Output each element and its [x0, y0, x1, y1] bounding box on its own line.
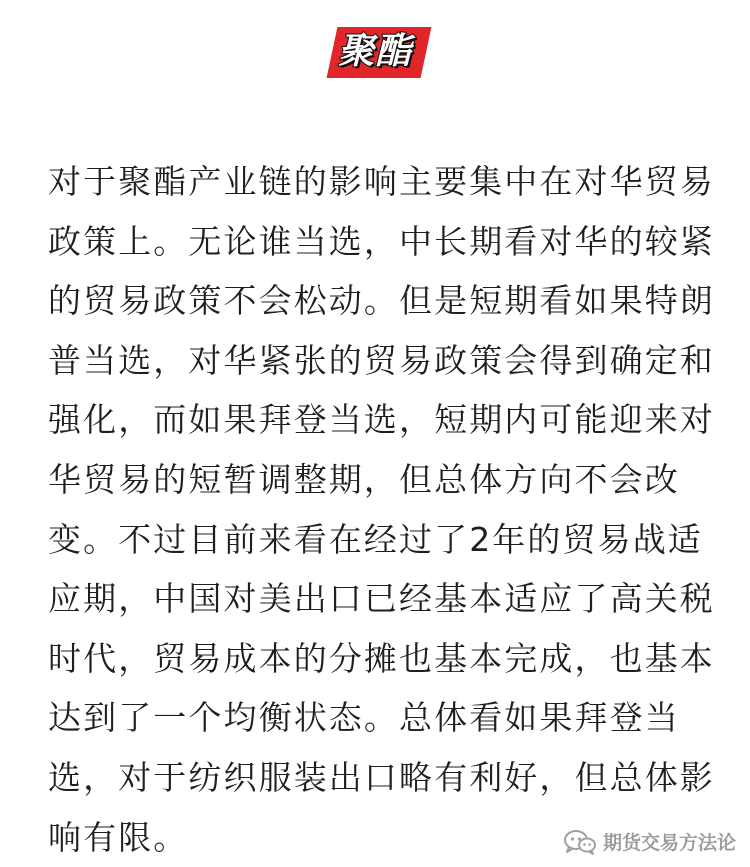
section-title: 聚酯	[337, 30, 412, 72]
watermark-text: 期货交易方法论	[602, 832, 736, 854]
section-header	[0, 20, 750, 76]
paragraph-line: 政策上。无论谁当选，中长期看对华的较紧	[48, 221, 715, 261]
paragraph-line: 选，对于纺织服装出口略有利好，但总体影	[48, 757, 715, 797]
paragraph-line: 变。不过目前来看在经过了2年的贸易战适	[48, 519, 703, 559]
paragraph-line: 应期，中国对美出口已经基本适应了高关税	[48, 579, 715, 619]
paragraph-line: 强化，而如果拜登当选，短期内可能迎来对	[48, 400, 715, 440]
paragraph-line: 对于聚酯产业链的影响主要集中在对华贸易	[48, 162, 715, 201]
paragraph-line: 响有限。	[48, 817, 189, 857]
paragraph-line: 时代，贸易成本的分摊也基本完成，也基本	[48, 638, 715, 678]
paragraph-line: 的贸易政策不会松动。但是短期看如果特朗	[48, 281, 715, 321]
wechat-icon	[563, 829, 597, 855]
section-title-badge	[328, 21, 422, 76]
watermark	[563, 828, 736, 855]
article-body	[48, 152, 715, 867]
paragraph-line: 普当选，对华紧张的贸易政策会得到确定和	[48, 340, 715, 380]
paragraph-line: 达到了一个均衡状态。总体看如果拜登当	[48, 698, 680, 738]
paragraph-line: 华贸易的短暂调整期，但总体方向不会改	[48, 459, 680, 499]
